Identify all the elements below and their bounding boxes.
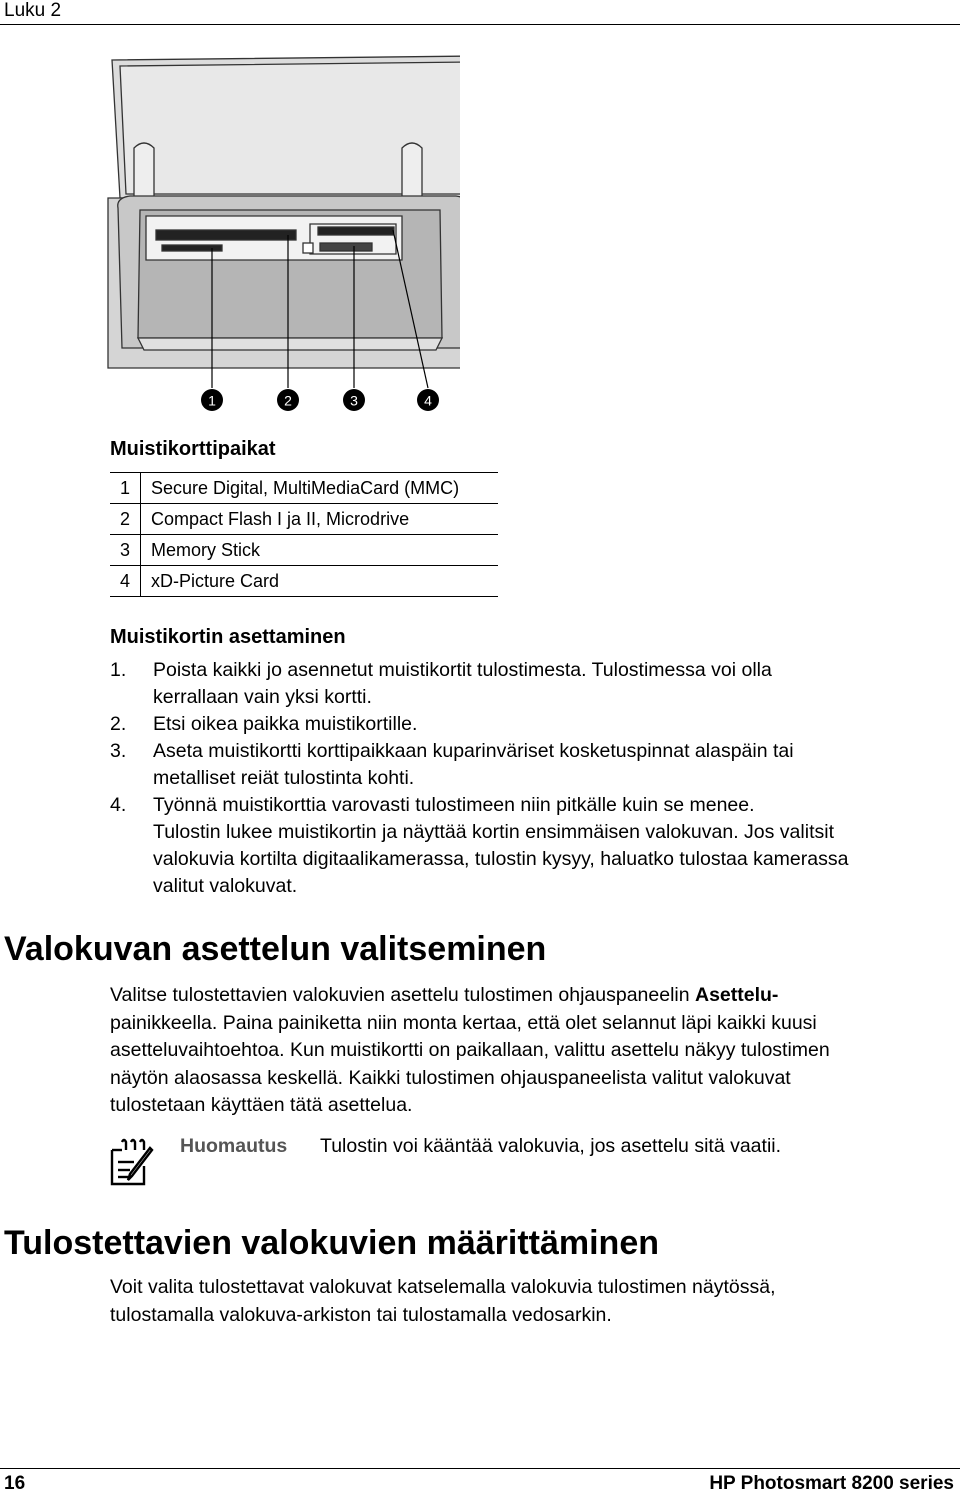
table-row (110, 535, 498, 566)
callout-3 (343, 389, 365, 411)
row-text: Secure Digital, MultiMediaCard (MMC) (141, 473, 499, 504)
step-number: 2. (110, 713, 127, 735)
select-section-paragraph (110, 1274, 940, 1329)
step-text: Työnnä muistikorttia varovasti tulostimeen niin pitkälle kuin se menee. (153, 794, 755, 816)
svg-text:2: 2 (284, 392, 292, 409)
step-number: 4. (110, 794, 127, 816)
paragraph-line: tulostetaan käyttäen tätä asettelua. (110, 1094, 413, 1116)
step-text: metalliset reiät tulostinta kohti. (153, 767, 415, 789)
paragraph-text: Valitse tulostettavien valokuvien asettelu tulostimen ohjauspaneelin (110, 984, 695, 1006)
header-rule (0, 24, 960, 25)
paragraph-line: näytön alaosassa keskellä. Kaikki tulostimen ohjauspaneelista valitut valokuvat (110, 1066, 791, 1089)
step-text: Etsi oikea paikka muistikortille. (153, 713, 418, 735)
insert-card-heading: Muistikortin asettaminen (110, 626, 346, 648)
row-text: Compact Flash I ja II, Microdrive (141, 504, 499, 535)
table-caption: Muistikorttipaikat (110, 438, 276, 460)
paragraph-line: Voit valita tulostettavat valokuvat katselemalla valokuvia tulostimen näytössä, (110, 1276, 776, 1298)
step-text: Aseta muistikortti korttipaikkaan kuparinväriset kosketuspinnat alaspäin tai (153, 740, 794, 762)
product-name: HP Photosmart 8200 series (709, 1473, 954, 1494)
step-1 (110, 657, 950, 711)
paragraph-line: painikkeella. Paina painiketta niin monta kertaa, että olet selannut läpi kaikki kuusi (110, 1011, 817, 1034)
step-number: 3. (110, 740, 127, 762)
callout-1 (201, 389, 223, 411)
step-text: valitut valokuvat. (153, 875, 298, 897)
slots-table (110, 472, 498, 597)
layout-section-heading: Valokuvan asettelun valitseminen (4, 930, 547, 968)
row-number: 4 (110, 566, 141, 597)
page-number: 16 (4, 1473, 26, 1494)
row-number: 1 (110, 473, 141, 504)
memory-card-slots-illustration (100, 48, 460, 418)
row-text: Memory Stick (141, 535, 499, 566)
step-number: 1. (110, 659, 127, 681)
step-text: kerrallaan vain yksi kortti. (153, 686, 372, 708)
callout-4 (417, 389, 439, 411)
layout-button-name: Asettelu- (695, 984, 779, 1006)
step-4 (110, 792, 950, 900)
chapter-label: Luku 2 (4, 0, 62, 21)
layout-section-paragraph (110, 982, 940, 1120)
callout-2 (277, 389, 299, 411)
note-pencil-icon (108, 1136, 158, 1188)
note-label: Huomautus (180, 1135, 288, 1157)
svg-text:3: 3 (350, 392, 358, 409)
row-number: 2 (110, 504, 141, 535)
row-number: 3 (110, 535, 141, 566)
row-text: xD-Picture Card (141, 566, 499, 597)
svg-text:4: 4 (424, 392, 432, 409)
footer-rule (0, 1468, 960, 1469)
step-text: valokuvia kortilta digitaalikamerassa, tulostin kysyy, haluatko tulostaa kamerassa (153, 848, 849, 870)
table-row (110, 504, 498, 535)
step-text: Poista kaikki jo asennetut muistikortit tulostimesta. Tulostimessa voi olla (153, 659, 772, 681)
note-text: Tulostin voi kääntää valokuvia, jos asettelu sitä vaatii. (320, 1135, 782, 1157)
step-text: Tulostin lukee muistikortin ja näyttää kortin ensimmäisen valokuvan. Jos valitsit (153, 821, 834, 843)
table-row (110, 473, 498, 504)
paragraph-line: tulostamalla valokuva-arkiston tai tulostamalla vedosarkin. (110, 1303, 612, 1326)
table-row (110, 566, 498, 597)
svg-text:1: 1 (208, 392, 216, 409)
select-section-heading: Tulostettavien valokuvien määrittäminen (4, 1224, 659, 1262)
step-2 (110, 711, 950, 738)
paragraph-line: asetteluvaihtoehtoa. Kun muistikortti on paikallaan, valittu asettelu näkyy tulostimen (110, 1039, 830, 1061)
step-3 (110, 738, 950, 792)
